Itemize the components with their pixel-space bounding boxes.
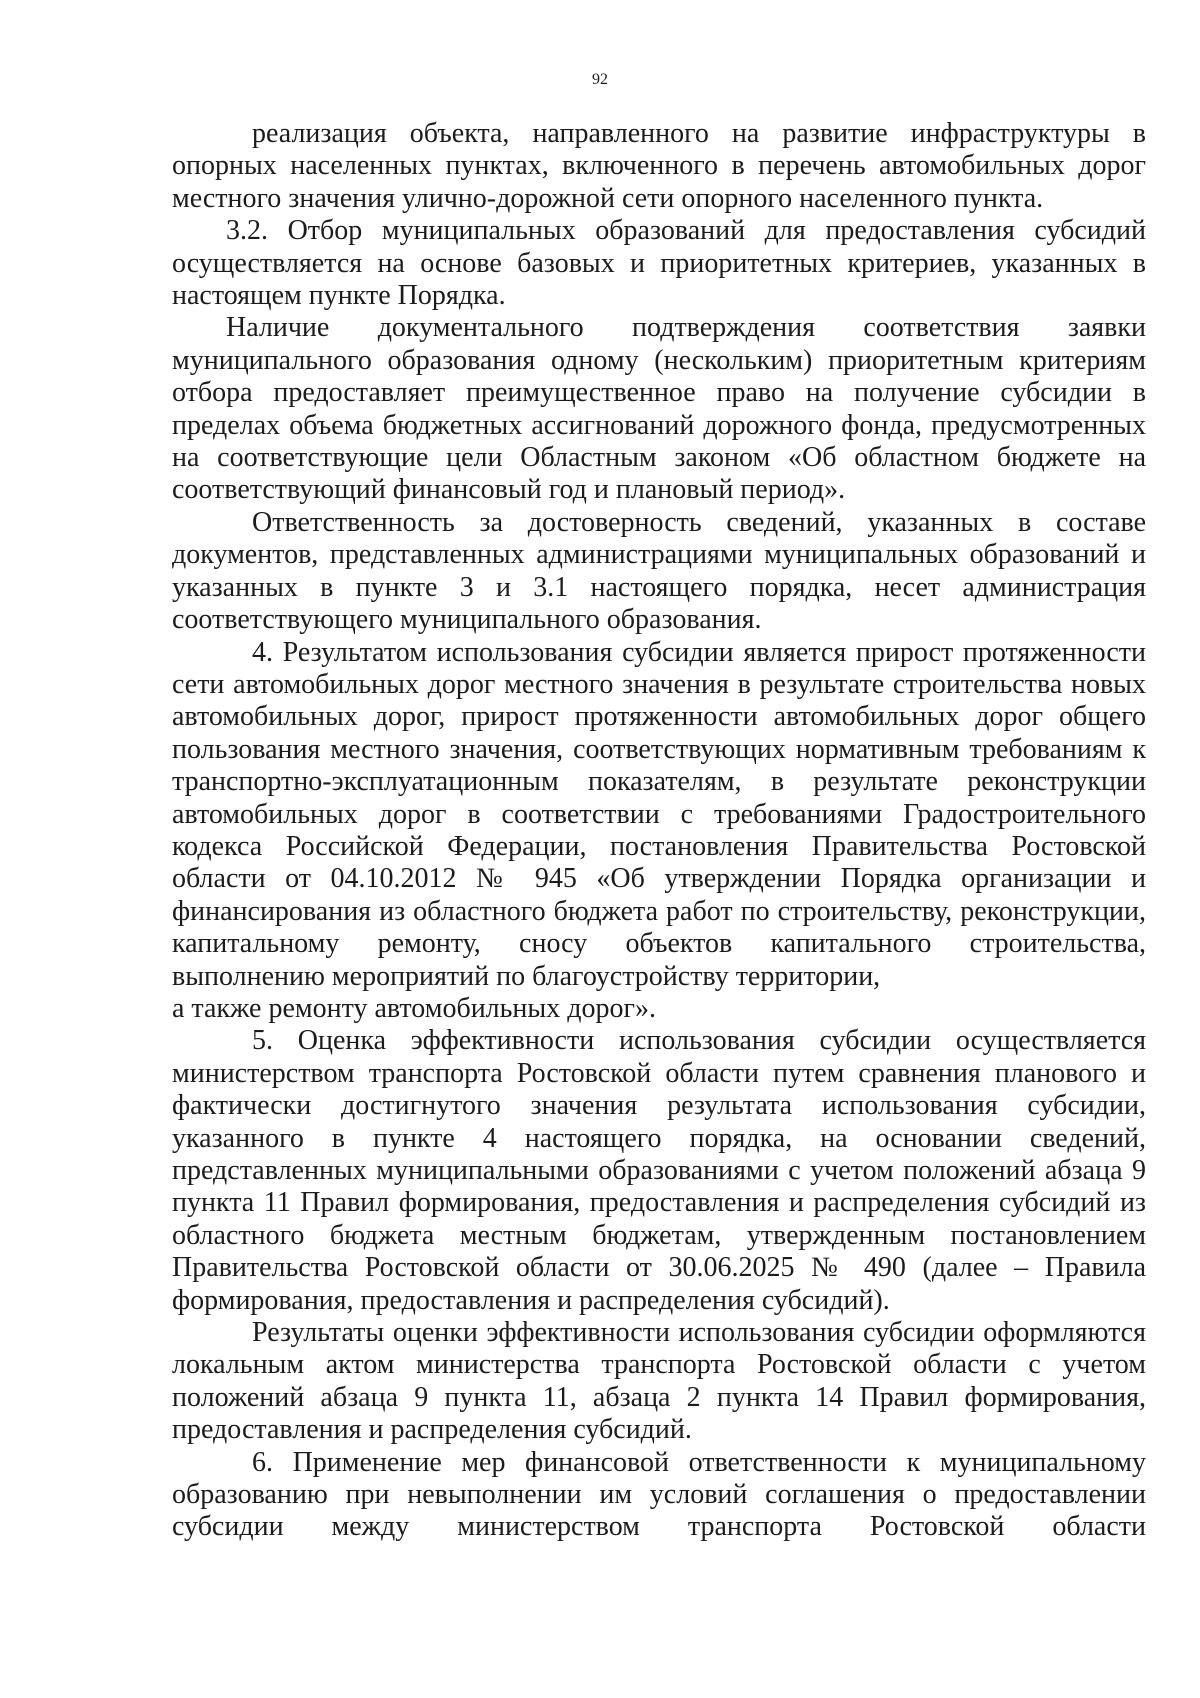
paragraph-4-end: а также ремонту автомобильных дорог».	[172, 992, 656, 1024]
paragraph-6: 6. Применение мер финансовой ответственности к муниципальному образованию при невыполнении им условий соглашения о предоставлении субсидии между министерством транспорта Ростовской области	[172, 1446, 1146, 1543]
paragraph-responsibility: Ответственность за достоверность сведений, указанных в составе документов, представленных администрациями муниципальных образований и указанных в пункте 3 и 3.1 настоящего порядка, несет администрация соответствующего муниципального образования.	[172, 506, 1146, 636]
paragraph-priority-criteria: Наличие документального подтверждения соответствия заявки муниципального образования одному (нескольким) приоритетным критериям отбора предоставляет преимущественное право на получение субсидии в пределах объема бюджетных ассигнований дорожного фонда, предусмотренных на соответствующие цели Областным законом «Об областном бюджете на соответствующий финансовый год и плановый период».	[172, 312, 1146, 506]
paragraph-continuation: реализация объекта, направленного на развитие инфраструктуры в опорных населенных пунктах, включенного в перечень автомобильных дорог местного значения улично-дорожной сети опорного населенного пункта.	[172, 118, 1146, 214]
paragraph-4: 4. Результатом использования субсидии является прирост протяженности сети автомобильных дорог местного значения в результате строительства новых автомобильных дорог, прирост протяженности автомобильных дорог общего пользования местного значения, соответствующих нормативным требованиям к транспортно-эксплуатационным показателям, в результате реконструкции автомобильных дорог в соответствии с требованиями Градостроительного кодекса Российской Федерации, постановления Правительства Ростовской области от 04.10.2012 № 945 «Об утверждении Порядка организации и финансирования из областного бюджета работ по строительству, реконструкции, капитальному ремонту, сносу объектов капитального строительства, выполнению мероприятий по благоустройству территории,	[172, 636, 1146, 992]
paragraph-evaluation-results: Результаты оценки эффективности использования субсидии оформляются локальным актом министерства транспорта Ростовской области с учетом положений абзаца 9 пункта 11, абзаца 2 пункта 14 Правил формирования, предоставления и распределения субсидий.	[172, 1317, 1146, 1446]
paragraph-5: 5. Оценка эффективности использования субсидии осуществляется министерством транспорта Ростовской области путем сравнения планового и фактически достигнутого значения результата использования субсидии, указанного в пункте 4 настоящего порядка, на основании сведений, представленных муниципальными образованиями с учетом положений абзаца 9 пункта 11 Правил формирования, предоставления и распределения субсидий из областного бюджета местным бюджетам, утвержденным постановлением Правительства Ростовской области от 30.06.2025 № 490 (далее – Правила формирования, предоставления и распределения субсидий).	[172, 1025, 1146, 1316]
page-number: 92	[592, 71, 608, 88]
paragraph-3-2: 3.2. Отбор муниципальных образований для предоставления субсидий осуществляется на основе базовых и приоритетных критериев, указанных в настоящем пункте Порядка.	[172, 215, 1146, 312]
document-body	[172, 118, 1146, 1544]
